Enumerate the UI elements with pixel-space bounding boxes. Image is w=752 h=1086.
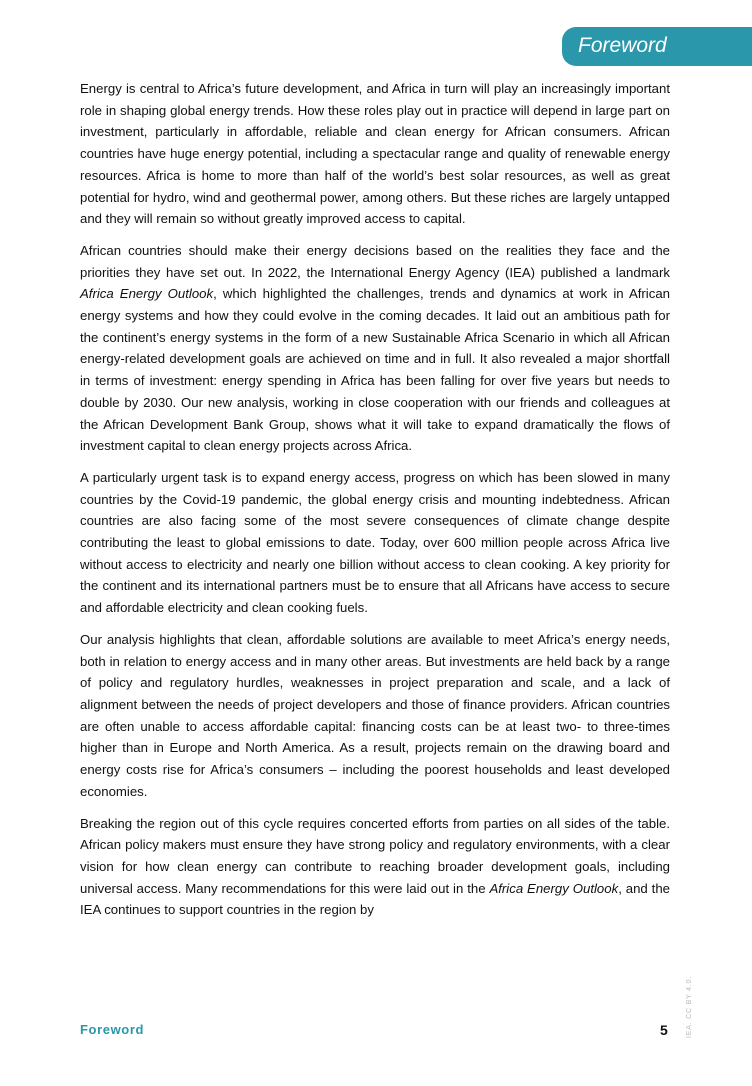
paragraph-2-text-b: , which highlighted the challenges, trends and dynamics at work in African energy systems and how they could evolve in the coming decades. It laid out an ambitious path for the continent’s energy systems in the form of a new Sustainable Africa Scenario in which all African energy-related development goals are achieved on time and in full. It also revealed a major shortfall in terms of investment: energy spending in Africa has been falling for over five years but needs to double by 2030. Our new analysis, working in close cooperation with our friends and colleagues at the African Development Bank Group, shows what it will take to expand dramatically the flows of investment capital to clean energy projects across Africa. [80, 286, 670, 454]
section-header-label: Foreword [578, 34, 667, 57]
report-title-italic: Africa Energy Outlook [489, 880, 619, 896]
section-header-tab [562, 27, 752, 66]
footer-section-label: Foreword [80, 1022, 145, 1037]
paragraph-4: Our analysis highlights that clean, affordable solutions are available to meet Africa’s energy needs, both in relation to energy access and in many other areas. But investments are held back by a range of policy and regulatory hurdles, weaknesses in project preparation and scale, and a lack of alignment between the needs of project developers and those of finance providers. African countries are often unable to access affordable capital: financing costs can be at least two- to three-times higher than in Europe and North America. As a result, projects remain on the drawing board and energy costs rise for Africa’s consumers – including the poorest households and least developed economies. [80, 631, 670, 799]
paragraph-5-text-a: Breaking the region out of this cycle requires concerted efforts from parties on all sides of the table. African policy makers must ensure they have strong policy and regulatory environments, with a clear vision for how clean energy can contribute to reaching broader development goals, including universal access. Many recommendations for this were laid out in the [80, 815, 670, 896]
body-text [80, 78, 670, 931]
license-notice: IEA. CC BY 4.0. [686, 975, 693, 1038]
page-number: 5 [660, 1022, 668, 1038]
paragraph-1: Energy is central to Africa’s future development, and Africa in turn will play an increasingly important role in shaping global energy trends. How these roles play out in practice will depend in large part on investment, particularly in affordable, reliable and clean energy for African consumers. African countries have huge energy potential, including a spectacular range and quality of renewable energy resources. Africa is home to more than half of the world’s best solar resources, as well as great potential for hydro, wind and geothermal power, among others. But these riches are largely untapped and they will remain so without greatly improved access to capital. [80, 81, 670, 227]
report-title-italic: Africa Energy Outlook [80, 286, 214, 302]
paragraph-5-text-b: , and the IEA continues to support countries in the region by [80, 880, 670, 918]
paragraph-2 [80, 240, 670, 457]
paragraph-5 [80, 813, 670, 922]
paragraph-2-text-a: African countries should make their energy decisions based on the realities they face and the priorities they have set out. In 2022, the International Energy Agency (IEA) published a landmark [80, 242, 670, 280]
paragraph-3: A particularly urgent task is to expand energy access, progress on which has been slowed in many countries by the Covid-19 pandemic, the global energy crisis and mounting indebtedness. African countries are also facing some of the most severe consequences of climate change despite contributing the least to global emissions to date. Today, over 600 million people across Africa live without access to electricity and nearly one billion without access to clean cooking. A key priority for the continent and its international partners must be to ensure that all Africans have access to secure and affordable electricity and clean cooking fuels. [80, 469, 670, 616]
